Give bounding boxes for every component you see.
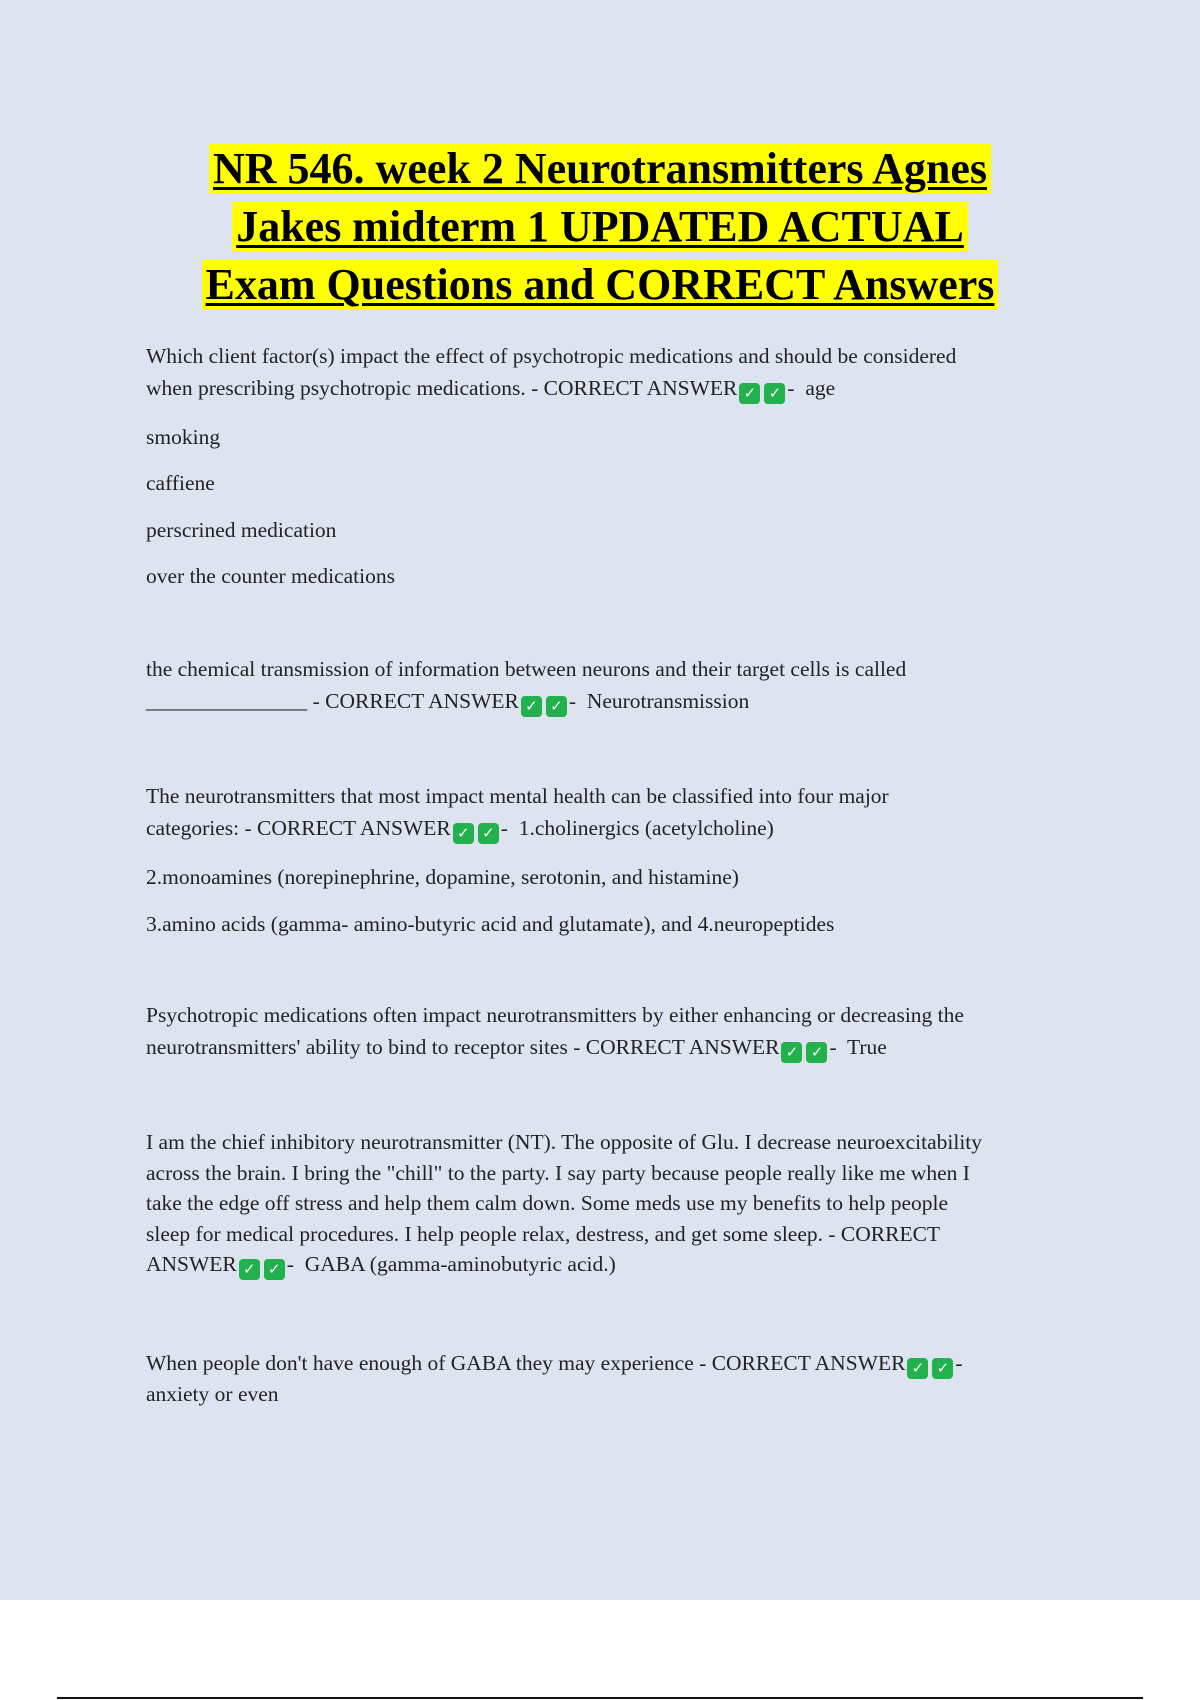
answer-marker: - CORRECT ANSWER (699, 1351, 906, 1375)
question-line: across the brain. I bring the "chill" to the party. I say party because people really like me when I (146, 1160, 970, 1185)
footer-rule (57, 1697, 1143, 1699)
check-mark-icon: ✓ (264, 1259, 285, 1280)
answer-marker: - CORRECT ANSWER (531, 376, 738, 400)
question-line: when prescribing psychotropic medications. (146, 376, 526, 400)
question-line: the chemical transmission of information between neurons and their target cells is called (146, 657, 907, 681)
question-line: sleep for medical procedures. I help people relax, destress, and get some sleep. - CORRECT (146, 1221, 941, 1246)
qa-item: Which client factor(s) impact the effect of psychotropic medications and should be considered when prescribing psychotropic medications. - CORRECT ANSWER ✓ ✓ - age (146, 340, 1096, 404)
answer-text: Neurotransmission (586, 689, 750, 713)
answer-text: anxiety or even (146, 1382, 279, 1406)
title-line: NR 546. week 2 Neurotransmitters Agnes (209, 144, 991, 194)
answer-text: 1.cholinergics (acetylcholine) (518, 816, 774, 840)
check-mark-icon: ✓ (764, 383, 785, 404)
question-line: When people don't have enough of GABA they may experience (146, 1351, 694, 1375)
question-line: neurotransmitters' ability to bind to receptor sites (146, 1035, 568, 1059)
check-mark-icon: ✓ (932, 1358, 953, 1379)
answer-text: GABA (gamma-aminobutyric acid.) (304, 1252, 616, 1276)
qa-item: I am the chief inhibitory neurotransmitter (NT). The opposite of Glu. I decrease neuroexcitability across the brain. I bring the "chill" to the party. I say party because people really like me when I take the edge off stress and help them calm down. Some meds use my benefits to help people sleep for medical procedures. I help people relax, destress, and get some sleep. - CORRECT ANSWER ✓ ✓ - GABA (gamma-aminobutyric acid.) (146, 1127, 1096, 1280)
question-line: The neurotransmitters that most impact mental health can be classified into four major (146, 784, 889, 808)
answer-text: age (805, 376, 836, 400)
answer-line: 2.monoamines (norepinephrine, dopamine, serotonin, and histamine) (146, 865, 739, 889)
qa-item: When people don't have enough of GABA they may experience - CORRECT ANSWER ✓ ✓ - anxiety or even (146, 1348, 1096, 1410)
question-line: I am the chief inhibitory neurotransmitter (NT). The opposite of Glu. I decrease neuroexcitability (146, 1130, 983, 1154)
qa-item: Psychotropic medications often impact neurotransmitters by either enhancing or decreasing the neurotransmitters' ability to bind to receptor sites - CORRECT ANSWER ✓ ✓ - True (146, 999, 1096, 1063)
check-mark-icon: ✓ (907, 1358, 928, 1379)
answer-line: caffiene (146, 471, 215, 495)
question-line: categories: (146, 816, 240, 840)
question-line: take the edge off stress and help them calm down. Some meds use my benefits to help people (146, 1191, 949, 1215)
title-line: Exam Questions and CORRECT Answers (202, 260, 999, 310)
qa-item: the chemical transmission of information between neurons and their target cells is called _______________ - CORRECT ANSWER ✓ ✓ - Neurotransmission (146, 653, 1096, 717)
title-line: Jakes midterm 1 UPDATED ACTUAL (232, 202, 968, 252)
answer-line: over the counter medications (146, 564, 395, 588)
answer-line: smoking (146, 425, 221, 449)
question-line: ANSWER (146, 1252, 237, 1276)
check-mark-icon: ✓ (521, 696, 542, 717)
answer-line: 3.amino acids (gamma- amino-butyric acid and glutamate), and 4.neuropeptides (146, 912, 835, 936)
answer-text: True (847, 1035, 887, 1059)
answer-blank: _______________ (146, 689, 308, 713)
check-mark-icon: ✓ (806, 1042, 827, 1063)
qa-item: The neurotransmitters that most impact mental health can be classified into four major categories: - CORRECT ANSWER ✓ ✓ - 1.cholinergics (acetylcholine) (146, 780, 1096, 844)
answer-marker: - CORRECT ANSWER (573, 1035, 780, 1059)
check-mark-icon: ✓ (478, 823, 499, 844)
question-line: Psychotropic medications often impact neurotransmitters by either enhancing or decreasing the (146, 1003, 964, 1027)
check-mark-icon: ✓ (239, 1259, 260, 1280)
check-mark-icon: ✓ (781, 1042, 802, 1063)
answer-marker: - CORRECT ANSWER (244, 816, 451, 840)
question-line: Which client factor(s) impact the effect of psychotropic medications and should be considered (146, 344, 957, 368)
check-mark-icon: ✓ (739, 383, 760, 404)
check-mark-icon: ✓ (546, 696, 567, 717)
answer-line: perscrined medication (146, 518, 337, 542)
document-title (120, 144, 1080, 318)
check-mark-icon: ✓ (453, 823, 474, 844)
answer-marker: - CORRECT ANSWER (312, 689, 519, 713)
